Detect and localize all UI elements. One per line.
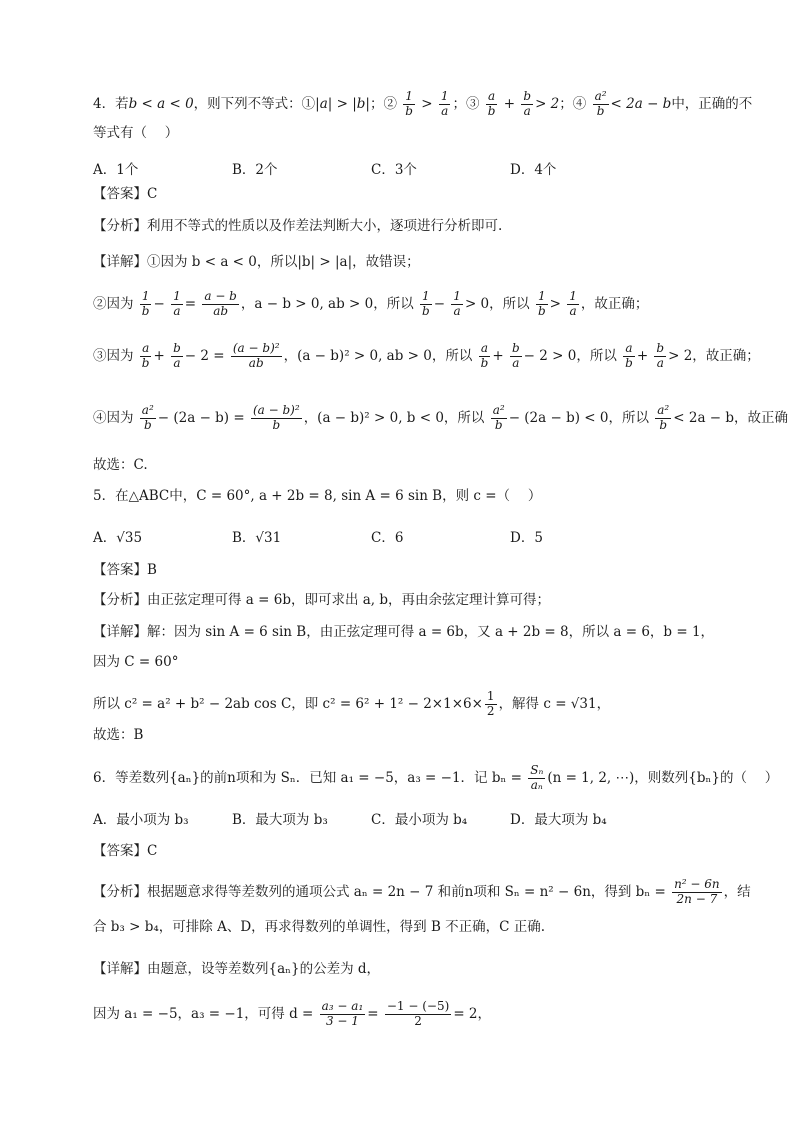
q5-analysis: 【分析】由正弦定理可得 a = 6b，即可求出 a, b，再由余弦定理计算可得； — [93, 592, 551, 608]
q6-detail-2: 因为 a₁ = −5，a₃ = −1，可得 d = $\frac{\text{a₃ − a₁}}{3 - 1}$ = $\frac{-1 - (-5)}{2}$ = 2， — [93, 999, 492, 1028]
q5-choose: 故选：B — [93, 727, 144, 743]
fraction: $\frac{1}{a}$ — [440, 89, 449, 118]
q5-detail-2: 因为 C = 60° — [93, 654, 179, 670]
q6-option-c: C．最小项为 b₄ — [371, 812, 468, 828]
q6-analysis-1: 【分析】根据题意求得等差数列的通项公式 aₙ = 2n − 7 和前n项和 Sₙ = n² − 6n，得到 bₙ = $\frac{\text{n² − 6n}}{2n - 7}$ ，结 — [93, 877, 751, 906]
q4-detail-1: 【详解】①因为 b < a < 0，所以|b| > |a|，故错误； — [93, 254, 420, 270]
q5-stem: 5．在△ABC中，C = 60°, a + 2b = 8, sin A = 6 sin B，则 c =（ ） — [93, 488, 542, 504]
q4-detail-2: ②因为 $\frac{1}{b}$ − $\frac{1}{a}$ = $\frac{a - b}{ab}$ ，a − b > 0, ab > 0，所以 $\frac{1}{b}$ − $\frac{1}{a}$ > 0，所以 $\frac{1}{b}$ > $\frac{1}{a}$ ，故正确； — [93, 289, 649, 318]
q4-analysis: 【分析】利用不等式的性质以及作差法判断大小，逐项进行分析即可. — [93, 218, 503, 234]
q6-option-a: A．最小项为 b₃ — [93, 812, 189, 828]
q6-answer: 【答案】C — [93, 843, 158, 859]
q4-option-b: B．2个 — [232, 162, 278, 178]
q6-option-b: B．最大项为 b₃ — [232, 812, 328, 828]
q5-option-d: D．5 — [510, 530, 543, 546]
q5-detail-1: 【详解】解：因为 sin A = 6 sin B，由正弦定理可得 a = 6b，又 a + 2b = 8，所以 a = 6，b = 1， — [93, 624, 715, 640]
fraction: $\frac{1}{b}$ — [405, 89, 413, 118]
q4-answer: 【答案】C — [93, 186, 158, 202]
q5-answer: 【答案】B — [93, 562, 157, 578]
fraction: $\frac{\text{a²}}{b}$ — [594, 89, 607, 118]
q6-analysis-2: 合 b₃ > b₄，可排除 A、D，再求得数列的单调性，得到 B 不正确，C 正确. — [93, 919, 546, 935]
q4-choose: 故选：C. — [93, 457, 148, 473]
q4-option-d: D．4个 — [510, 162, 557, 178]
q5-option-b: B．√31 — [232, 530, 282, 546]
q4-stem-line1: 4．若b < a < 0，则下列不等式：①|a| > |b|；② $\frac{1}{b}$ > $\frac{1}{a}$ ；③ $\frac{a}{b}$ + $\frac{b}{a}$ > 2；④ $\frac{\text{a²}}{b}$ < 2a − b中，正确的不 — [93, 89, 753, 118]
q5-detail-3: 所以 c² = a² + b² − 2ab cos C，即 c² = 6² + 1² − 2×1×6× $\frac{1}{2}$ ，解得 c = √31， — [93, 689, 611, 718]
q5-option-c: C．6 — [371, 530, 404, 546]
q4-option-a: A．1个 — [93, 162, 139, 178]
q4-detail-4: ④因为 $\frac{\text{a²}}{b}$ − (2a − b) = $\frac{\text{(a − b)²}}{b}$ ，(a − b)² > 0, b < 0，所以 $\frac{\text{a²}}{b}$ − (2a − b) < 0，所以 $\frac{\text{a²}}{b}$ < 2a − b，故正确 — [93, 403, 789, 432]
q4-stem-line2: 等式有（ ） — [93, 125, 179, 141]
q6-option-d: D．最大项为 b₄ — [510, 812, 607, 828]
q5-option-a: A．√35 — [93, 530, 143, 546]
q6-detail-1: 【详解】由题意，设等差数列{aₙ}的公差为 d， — [93, 961, 380, 977]
q4-detail-3: ③因为 $\frac{a}{b}$ + $\frac{b}{a}$ − 2 = $\frac{\text{(a − b)²}}{ab}$ ，(a − b)² > 0, ab > 0，所以 $\frac{a}{b}$ + $\frac{b}{a}$ − 2 > 0，所以 $\frac{a}{b}$ + $\frac{b}{a}$ > 2，故正确； — [93, 341, 760, 370]
q6-stem: 6．等差数列{aₙ}的前n项和为 Sₙ．已知 a₁ = −5，a₃ = −1．记 bₙ = $\frac{\text{Sₙ}}{\text{aₙ}}$ (n = 1, 2, ⋯)，则数列{bₙ}的（ ） — [93, 763, 779, 792]
fraction: $\frac{b}{a}$ — [523, 89, 532, 118]
fraction: $\frac{a}{b}$ — [487, 89, 496, 118]
q4-option-c: C．3个 — [371, 162, 417, 178]
